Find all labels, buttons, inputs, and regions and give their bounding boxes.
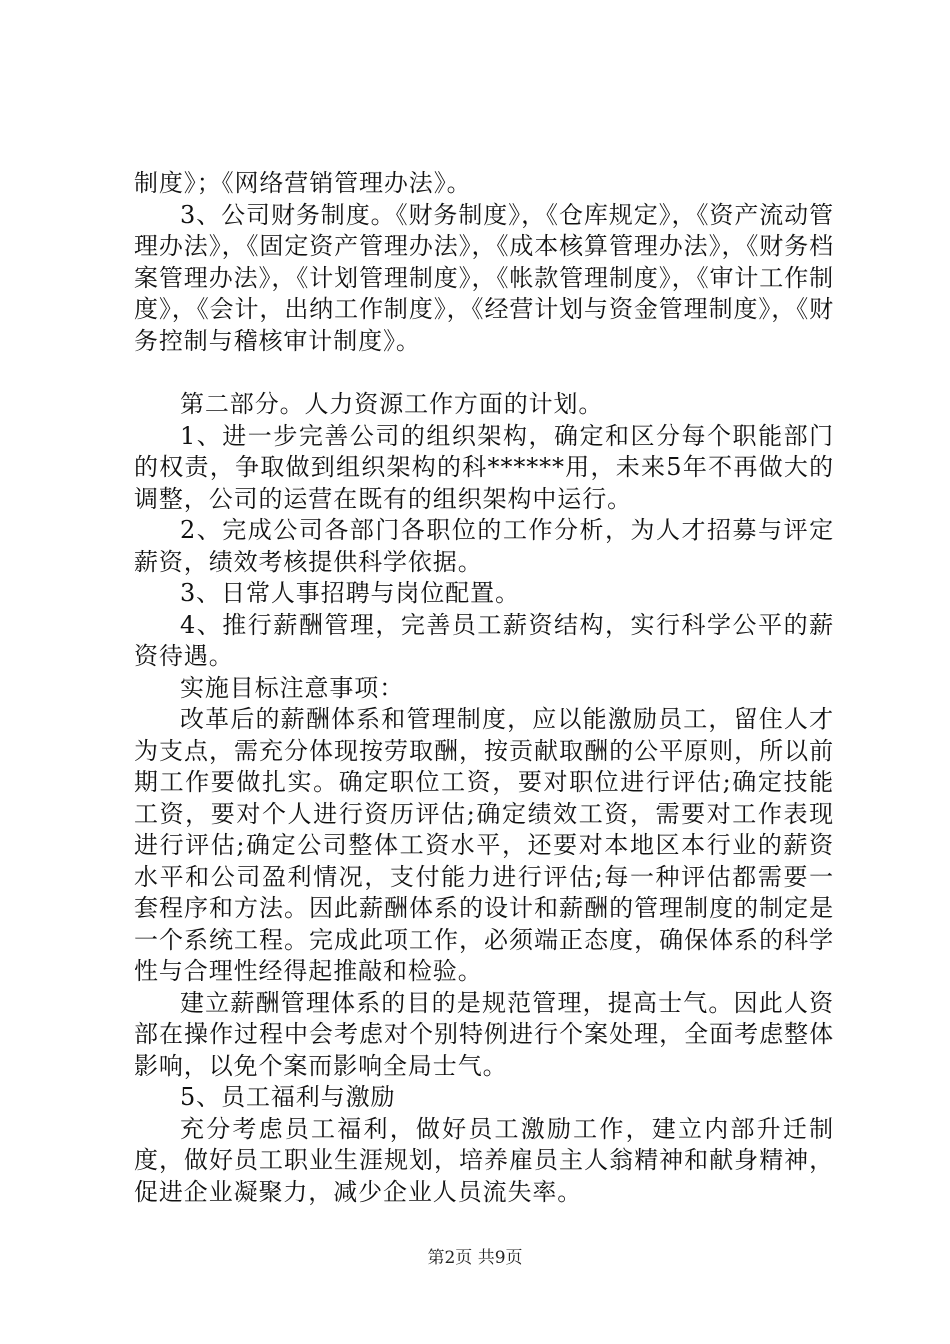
paragraph-item-2: 2、完成公司各部门各职位的工作分析，为人才招募与评定薪资，绩效考核提供科学依据。 xyxy=(134,516,834,576)
paragraph-item-5: 5、员工福利与激励 xyxy=(180,1083,396,1111)
section-heading-part-two: 第二部分。人力资源工作方面的计划。 xyxy=(180,390,604,418)
paragraph-finance-rules: 3、公司财务制度。《财务制度》，《仓库规定》，《资产流动管理办法》，《固定资产管理办法》，《成本核算管理办法》，《财务档案管理办法》，《计划管理制度》，《帐款管理制度》，《审计工作制度》，《会计，出纳工作制度》，《经营计划与资金管理制度》，《财务控制与稽核审计制度》。 xyxy=(134,200,834,355)
page-number-footer: 第2页 共9页 xyxy=(427,1248,523,1268)
paragraph-salary-purpose: 建立薪酬管理体系的目的是规范管理，提高士气。因此人资部在操作过程中会考虑对个别特例进行个案处理，全面考虑整体影响，以免个案而影响全局士气。 xyxy=(134,988,834,1080)
paragraph-item-1: 1、进一步完善公司的组织架构，确定和区分每个职能部门的权责，争取做到组织架构的科******用，未来5年不再做大的调整，公司的运营在既有的组织架构中运行。 xyxy=(134,421,834,513)
paragraph-item-4: 4、推行薪酬管理，完善员工薪资结构，实行科学公平的薪资待遇。 xyxy=(134,610,834,670)
paragraph-notes-heading: 实施目标注意事项： xyxy=(180,673,405,702)
paragraph-gap xyxy=(134,357,834,389)
paragraph-continuation: 制度》；《网络营销管理办法》。 xyxy=(134,169,472,197)
paragraph-welfare: 充分考虑员工福利，做好员工激励工作，建立内部升迁制度，做好员工职业生涯规划，培养雇员主人翁精神和献身精神，促进企业凝聚力，减少企业人员流失率。 xyxy=(134,1114,834,1206)
paragraph-salary-reform: 改革后的薪酬体系和管理制度，应以能激励员工，留住人才为支点，需充分体现按劳取酬，按贡献取酬的公平原则，所以前期工作要做扎实。确定职位工资，要对职位进行评估;确定技能工资，要对个人进行资历评估;确定绩效工资，需要对工作表现进行评估;确定公司整体工资水平，还要对本地区本行业的薪资水平和公司盈利情况，支付能力进行评估;每一种评估都需要一套程序和方法。因此薪酬体系的设计和薪酬的管理制度的制定是一个系统工程。完成此项工作，必须端正态度，确保体系的科学性与合理性经得起推敲和检验。 xyxy=(134,705,834,985)
paragraph-item-3: 3、日常人事招聘与岗位配置。 xyxy=(180,579,520,607)
document-body xyxy=(134,168,834,1208)
